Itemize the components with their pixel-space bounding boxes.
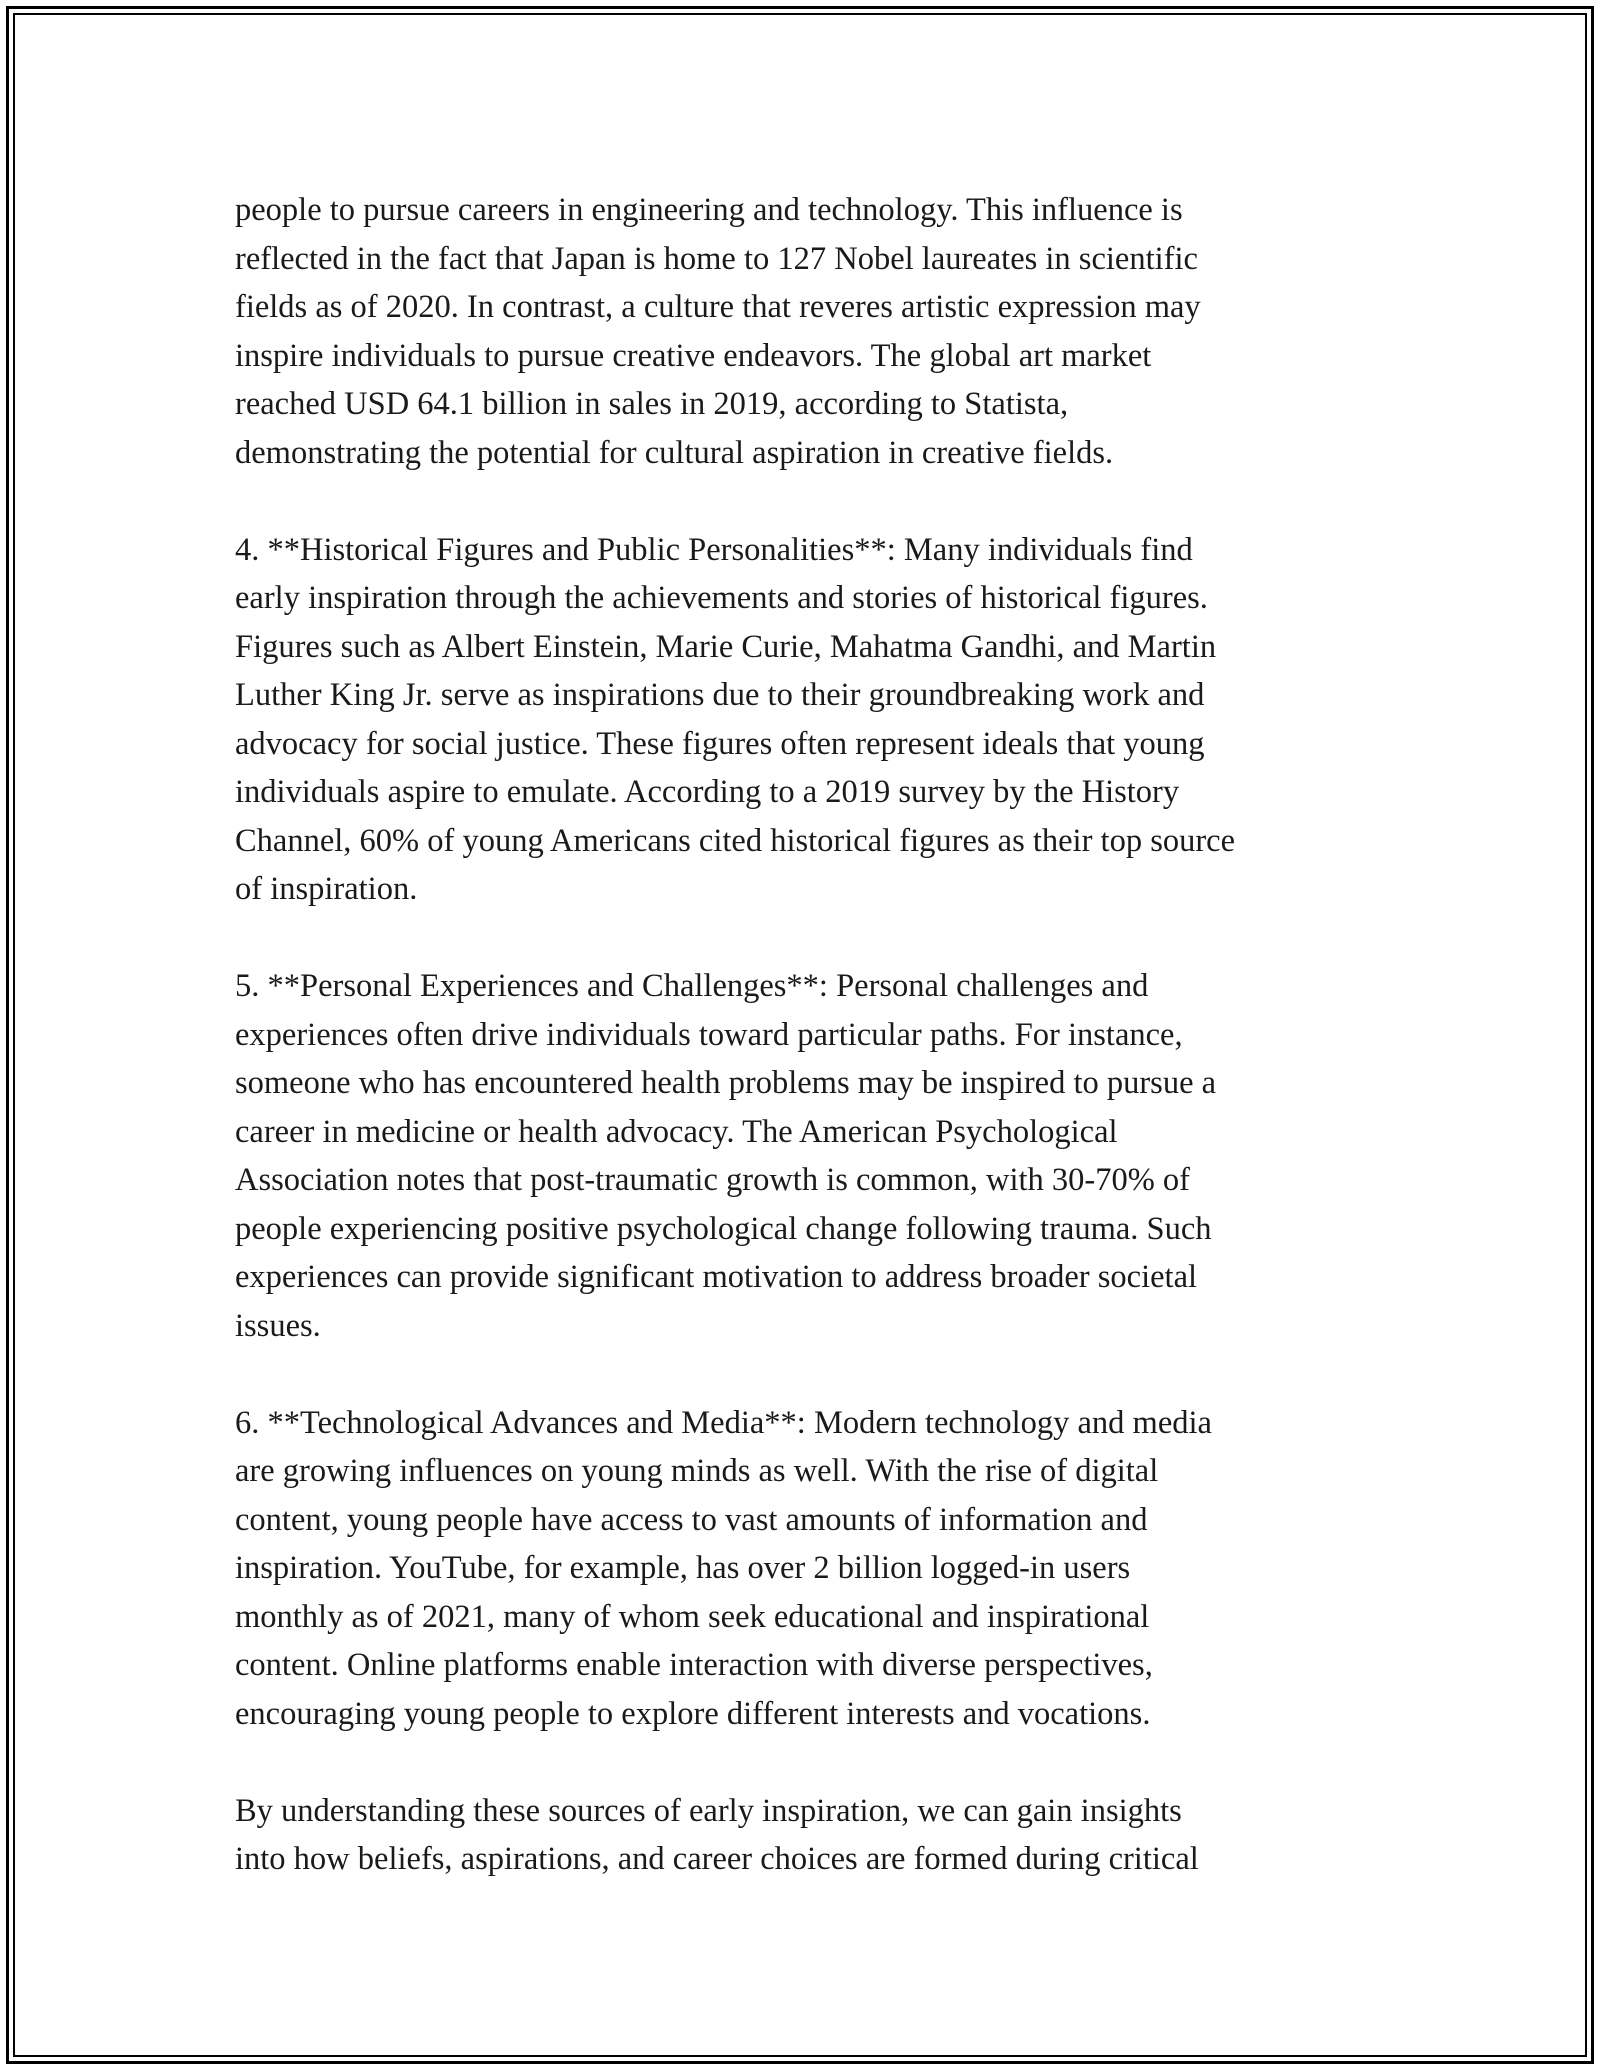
text-line: are growing influences on young minds as well. With the rise of digital [235,1453,1159,1489]
text-line: people to pursue careers in engineering and technology. This influence is [235,192,1183,228]
text-line: Luther King Jr. serve as inspirations due to their groundbreaking work and [235,677,1205,713]
paragraph-conclusion [235,1787,1370,1884]
text-line: encouraging young people to explore different interests and vocations. [235,1695,1151,1732]
paragraph-technological-advances [235,1399,1370,1739]
paragraph-historical-figures [235,526,1370,914]
text-line: content, young people have access to vast amounts of information and [235,1501,1148,1538]
text-line: people experiencing positive psychological change following trauma. Such [235,1210,1212,1247]
text-line: 4. **Historical Figures and Public Personalities**: Many individuals find [235,531,1193,568]
text-line: career in medicine or health advocacy. The American Psychological [235,1113,1118,1150]
text-line: 6. **Technological Advances and Media**: Modern technology and media [235,1404,1212,1441]
text-line: 5. **Personal Experiences and Challenges**: Personal challenges and [235,968,1149,1004]
document-body [235,186,1370,1884]
text-line: Figures such as Albert Einstein, Marie Curie, Mahatma Gandhi, and Martin [235,628,1217,665]
text-line: fields as of 2020. In contrast, a culture that reveres artistic expression may [235,289,1201,325]
text-line: early inspiration through the achievements and stories of historical figures. [235,580,1208,616]
text-line: someone who has encountered health problems may be inspired to pursue a [235,1065,1217,1101]
text-line: reflected in the fact that Japan is home to 127 Nobel laureates in scientific [235,240,1198,277]
paragraph-personal-experiences [235,962,1370,1350]
text-line: demonstrating the potential for cultural aspiration in creative fields. [235,434,1114,471]
text-line: issues. [235,1307,321,1344]
text-line: inspire individuals to pursue creative endeavors. The global art market [235,337,1152,374]
text-line: individuals aspire to emulate. According to a 2019 survey by the History [235,774,1180,810]
paragraph-cultural-influence [235,186,1370,477]
text-line: into how beliefs, aspirations, and career choices are formed during critical [235,1841,1199,1877]
text-line: advocacy for social justice. These figures often represent ideals that young [235,725,1205,762]
text-line: content. Online platforms enable interaction with diverse perspectives, [235,1647,1153,1683]
text-line: inspiration. YouTube, for example, has over 2 billion logged-in users [235,1550,1131,1586]
text-line: experiences can provide significant motivation to address broader societal [235,1259,1198,1295]
text-line: Association notes that post-traumatic growth is common, with 30-70% of [235,1162,1190,1198]
text-line: By understanding these sources of early inspiration, we can gain insights [235,1792,1182,1829]
text-line: experiences often drive individuals toward particular paths. For instance, [235,1016,1183,1053]
text-line: Channel, 60% of young Americans cited historical figures as their top source [235,822,1236,859]
text-line: monthly as of 2021, many of whom seek educational and inspirational [235,1598,1150,1635]
text-line: reached USD 64.1 billion in sales in 2019, according to Statista, [235,386,1069,422]
text-line: of inspiration. [235,871,418,907]
